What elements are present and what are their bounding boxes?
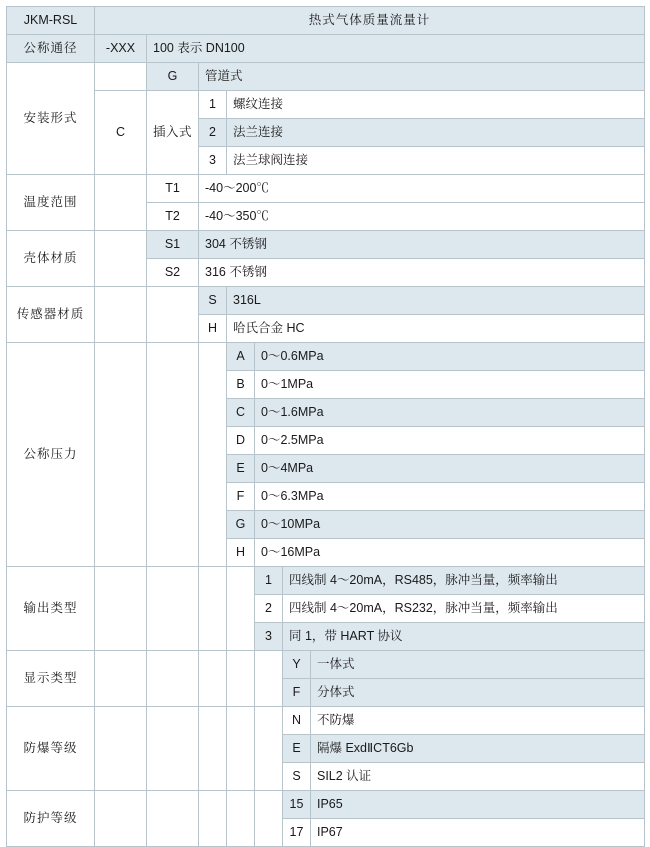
pressure-code-e: E (227, 455, 255, 483)
pressure-code-f: F (227, 483, 255, 511)
pressure-desc-f: 0～6.3MPa (255, 483, 645, 511)
explosion-code-e: E (283, 735, 311, 763)
table-row-explosion-n (7, 707, 645, 735)
installation-code-2: 2 (199, 119, 227, 147)
sensor-code-s: S (199, 287, 227, 315)
display-desc-f: 分体式 (311, 679, 645, 707)
shell-desc-s1: 304 不锈钢 (199, 231, 645, 259)
table-row-pressure-a (7, 343, 645, 371)
output-desc-3: 同 1，带 HART 协议 (283, 623, 645, 651)
shell-desc-s2: 316 不锈钢 (199, 259, 645, 287)
display-desc-y: 一体式 (311, 651, 645, 679)
installation-code-3: 3 (199, 147, 227, 175)
explosion-desc-s: SIL2 认证 (311, 763, 645, 791)
installation-desc-ballvalve: 法兰球阀连接 (227, 147, 645, 175)
installation-code-g: G (147, 63, 199, 91)
pressure-desc-c: 0～1.6MPa (255, 399, 645, 427)
table-row-display-y (7, 651, 645, 679)
table-row-installation-thread (7, 91, 645, 119)
table-row-temperature-t1 (7, 175, 645, 203)
explosion-desc-n: 不防爆 (311, 707, 645, 735)
row-label-display-type: 显示类型 (7, 651, 95, 707)
table-row-shell-s1 (7, 231, 645, 259)
output-code-2: 2 (255, 595, 283, 623)
pressure-desc-g: 0～10MPa (255, 511, 645, 539)
table-row-installation-pipe (7, 63, 645, 91)
temperature-code-t2: T2 (147, 203, 199, 231)
pressure-code-h: H (227, 539, 255, 567)
installation-code-c: C (95, 91, 147, 175)
installation-desc-pipe: 管道式 (199, 63, 645, 91)
explosion-code-s: S (283, 763, 311, 791)
shell-code-s1: S1 (147, 231, 199, 259)
table-row-protection-15 (7, 791, 645, 819)
pressure-desc-h: 0～16MPa (255, 539, 645, 567)
desc-nominal-diameter: 100 表示 DN100 (147, 35, 645, 63)
table-row-nominal-diameter (7, 35, 645, 63)
protection-code-15: 15 (283, 791, 311, 819)
shell-code-s2: S2 (147, 259, 199, 287)
output-desc-2: 四线制 4～20mA，RS232，脉冲当量，频率输出 (283, 595, 645, 623)
row-label-nominal-diameter: 公称通径 (7, 35, 95, 63)
explosion-desc-e: 隔爆 ExdⅡCT6Gb (311, 735, 645, 763)
row-label-nominal-pressure: 公称压力 (7, 343, 95, 567)
pressure-code-a: A (227, 343, 255, 371)
row-label-shell-material: 壳体材质 (7, 231, 95, 287)
installation-desc-flange: 法兰连接 (227, 119, 645, 147)
sensor-code-h: H (199, 315, 227, 343)
pressure-desc-e: 0～4MPa (255, 455, 645, 483)
output-code-1: 1 (255, 567, 283, 595)
installation-insert-label: 插入式 (147, 91, 199, 175)
row-label-output-type: 输出类型 (7, 567, 95, 651)
explosion-code-n: N (283, 707, 311, 735)
table-row-output-1 (7, 567, 645, 595)
row-label-protection-level: 防护等级 (7, 791, 95, 847)
model-code-cell: JKM-RSL (7, 7, 95, 35)
pressure-code-b: B (227, 371, 255, 399)
specification-table (6, 6, 645, 847)
protection-code-17: 17 (283, 819, 311, 847)
display-code-y: Y (283, 651, 311, 679)
sensor-desc-h: 哈氏合金 HC (227, 315, 645, 343)
sensor-desc-s: 316L (227, 287, 645, 315)
table-row-title (7, 7, 645, 35)
row-label-explosion-proof: 防爆等级 (7, 707, 95, 791)
temperature-desc-t2: -40～350℃ (199, 203, 645, 231)
pressure-code-g: G (227, 511, 255, 539)
protection-desc-15: IP65 (311, 791, 645, 819)
row-label-installation: 安装形式 (7, 63, 95, 175)
display-code-f: F (283, 679, 311, 707)
row-label-sensor-material: 传感器材质 (7, 287, 95, 343)
temperature-code-t1: T1 (147, 175, 199, 203)
pressure-desc-d: 0～2.5MPa (255, 427, 645, 455)
installation-desc-thread: 螺纹连接 (227, 91, 645, 119)
output-code-3: 3 (255, 623, 283, 651)
temperature-desc-t1: -40～200℃ (199, 175, 645, 203)
protection-desc-17: IP67 (311, 819, 645, 847)
pressure-code-d: D (227, 427, 255, 455)
pressure-code-c: C (227, 399, 255, 427)
pressure-desc-b: 0～1MPa (255, 371, 645, 399)
code-nominal-diameter: -XXX (95, 35, 147, 63)
installation-code-1: 1 (199, 91, 227, 119)
document-title: 热式气体质量流量计 (95, 7, 645, 35)
row-label-temperature: 温度范围 (7, 175, 95, 231)
output-desc-1: 四线制 4～20mA，RS485，脉冲当量，频率输出 (283, 567, 645, 595)
table-row-sensor-s (7, 287, 645, 315)
pressure-desc-a: 0～0.6MPa (255, 343, 645, 371)
